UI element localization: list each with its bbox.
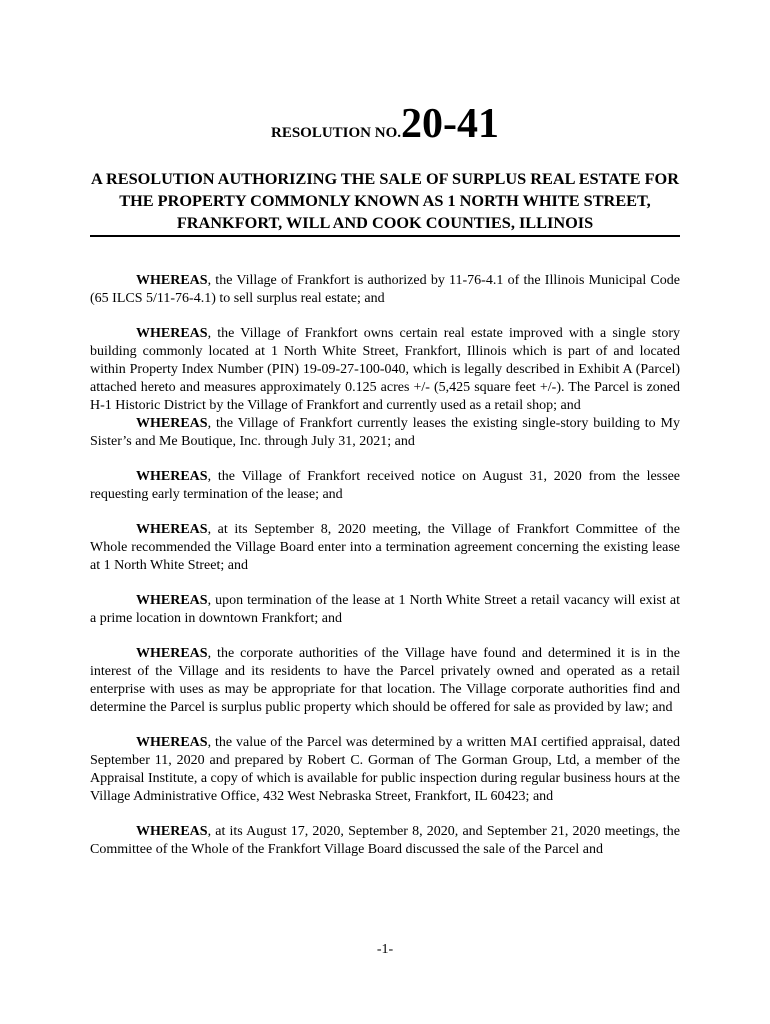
whereas-keyword: WHEREAS — [136, 735, 208, 750]
resolution-title: A RESOLUTION AUTHORIZING THE SALE OF SURPLUS REAL ESTATE FOR THE PROPERTY COMMONLY KNOWN AS 1 NORTH WHITE STREET, FRANKFORT, WILL AND COOK COUNTIES, ILLINOIS — [90, 168, 680, 237]
resolution-label: RESOLUTION NO. — [270, 125, 402, 141]
paragraph-text: , at its September 8, 2020 meeting, the Village of Frankfort Committee of the Whole recommended the Village Board enter into a termination agreement concerning the existing lease at 1 North White Street; and — [90, 522, 680, 573]
whereas-paragraph-8 — [90, 734, 680, 806]
whereas-keyword: WHEREAS — [136, 824, 208, 839]
paragraph-text: , the value of the Parcel was determined by a written MAI certified appraisal, dated September 11, 2020 and prepared by Robert C. Gorman of The Gorman Group, Ltd, a member of the Appraisal Institute, a copy of which is available for public inspection during regular business hours at the Village Administrative Office, 432 West Nebraska Street, Frankfort, IL 60423; and — [90, 735, 680, 804]
whereas-paragraph-9 — [90, 823, 680, 859]
paragraph-text: , the Village of Frankfort currently leases the existing single-story building to My Sister’s and Me Boutique, Inc. through July 31, 2021; and — [90, 416, 680, 449]
whereas-paragraph-4 — [90, 468, 680, 504]
whereas-keyword: WHEREAS — [136, 469, 208, 484]
whereas-keyword: WHEREAS — [136, 326, 208, 341]
paragraph-text: , at its August 17, 2020, September 8, 2020, and September 21, 2020 meetings, the Committee of the Whole of the Frankfort Village Board discussed the sale of the Parcel and — [90, 824, 680, 857]
paragraph-text: , upon termination of the lease at 1 North White Street a retail vacancy will exist at a prime location in downtown Frankfort; and — [90, 593, 680, 626]
whereas-keyword: WHEREAS — [136, 273, 208, 288]
whereas-paragraph-3 — [90, 415, 680, 451]
whereas-paragraph-1 — [90, 272, 680, 308]
whereas-keyword: WHEREAS — [136, 416, 208, 431]
whereas-keyword: WHEREAS — [136, 646, 208, 661]
whereas-paragraph-7 — [90, 645, 680, 717]
paragraph-text: , the corporate authorities of the Village have found and determined it is in the interest of the Village and its residents to have the Parcel privately owned and operated as a retail enterprise with uses as may be appropriate for that location. The Village corporate authorities find and determine the Parcel is surplus public property which should be offered for sale as provided by law; and — [90, 646, 680, 715]
resolution-number-heading — [0, 102, 770, 155]
whereas-paragraph-5 — [90, 521, 680, 575]
whereas-paragraph-2 — [90, 325, 680, 415]
page-number: -1- — [376, 942, 394, 957]
paragraph-text: , the Village of Frankfort owns certain real estate improved with a single story building commonly located at 1 North White Street, Frankfort, Illinois which is part of and located within Property Index Number (PIN) 19-09-27-100-040, which is legally described in Exhibit A (Parcel) attached hereto and measures approximately 0.125 acres +/- (5,425 square feet +/-). The Parcel is zoned H-1 Historic District by the Village of Frankfort and currently used as a retail shop; and — [90, 326, 680, 413]
document-body — [90, 272, 680, 876]
whereas-keyword: WHEREAS — [136, 522, 208, 537]
paragraph-text: , the Village of Frankfort received notice on August 31, 2020 from the lessee requesting early termination of the lease; and — [90, 469, 680, 502]
whereas-keyword: WHEREAS — [136, 593, 208, 608]
paragraph-text: , the Village of Frankfort is authorized by 11-76-4.1 of the Illinois Municipal Code (65 ILCS 5/11-76-4.1) to sell surplus real estate; and — [90, 273, 680, 306]
whereas-paragraph-6 — [90, 592, 680, 628]
resolution-number: 20-41 — [401, 101, 500, 147]
